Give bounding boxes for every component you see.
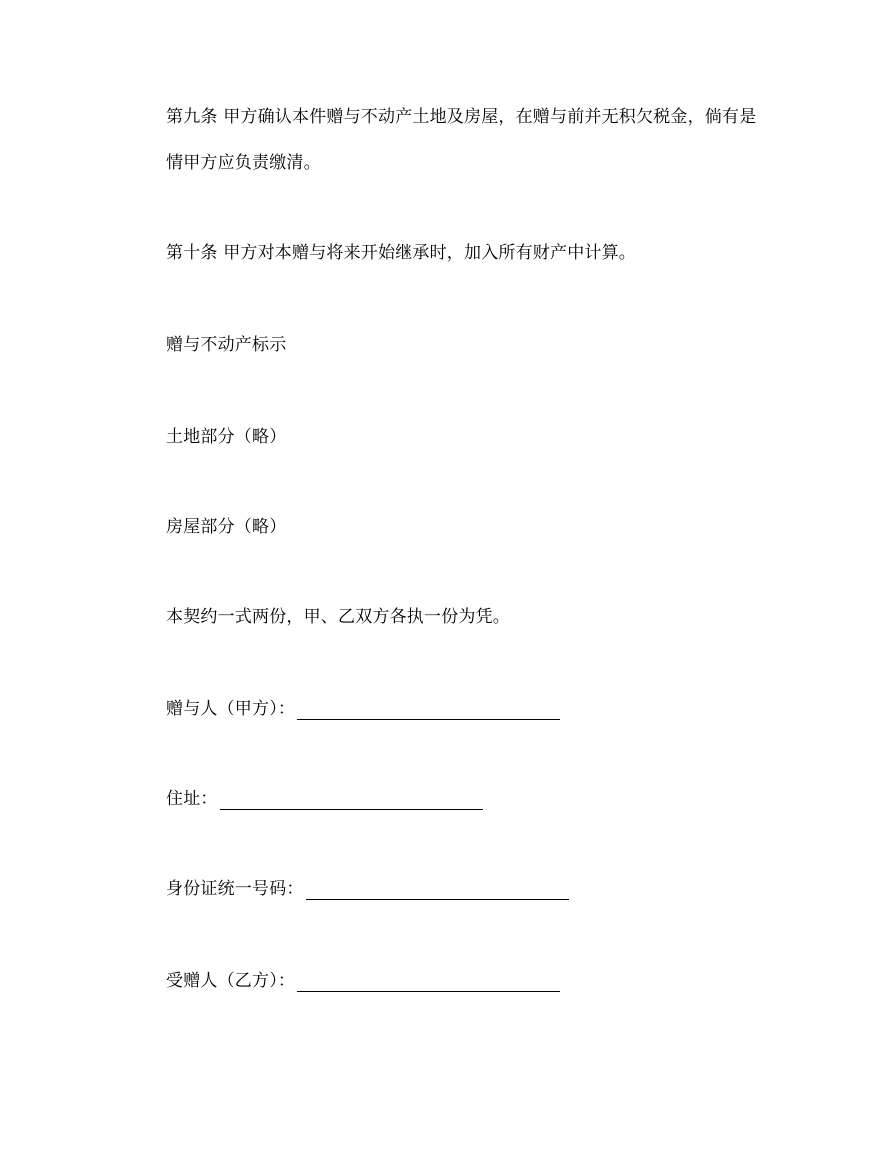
- address-field: [166, 788, 483, 810]
- donee-signature-blank[interactable]: [297, 973, 560, 992]
- donor-label: 赠与人（甲方）：: [166, 699, 296, 719]
- donor-field: [166, 698, 560, 720]
- id-label: 身份证统一号码：: [166, 879, 304, 899]
- property-heading: 赠与不动产标示: [166, 335, 287, 355]
- copies-statement: 本契约一式两份，甲、乙双方各执一份为凭。: [166, 607, 510, 627]
- article-9-line-2: 情甲方应负责缴清。: [166, 153, 321, 173]
- donor-signature-blank[interactable]: [297, 701, 560, 720]
- article-9-line-1: 第九条 甲方确认本件赠与不动产土地及房屋，在赠与前并无积欠税金，倘有是: [166, 107, 757, 127]
- id-number-blank[interactable]: [306, 881, 569, 900]
- id-field: [166, 878, 569, 900]
- land-section: 土地部分（略）: [166, 427, 287, 447]
- donee-field: [166, 970, 560, 992]
- article-10: 第十条 甲方对本赠与将来开始继承时，加入所有财产中计算。: [166, 243, 637, 263]
- address-label: 住址：: [166, 789, 218, 809]
- address-blank[interactable]: [220, 791, 483, 810]
- house-section: 房屋部分（略）: [166, 517, 287, 537]
- donee-label: 受赠人（乙方）：: [166, 971, 296, 991]
